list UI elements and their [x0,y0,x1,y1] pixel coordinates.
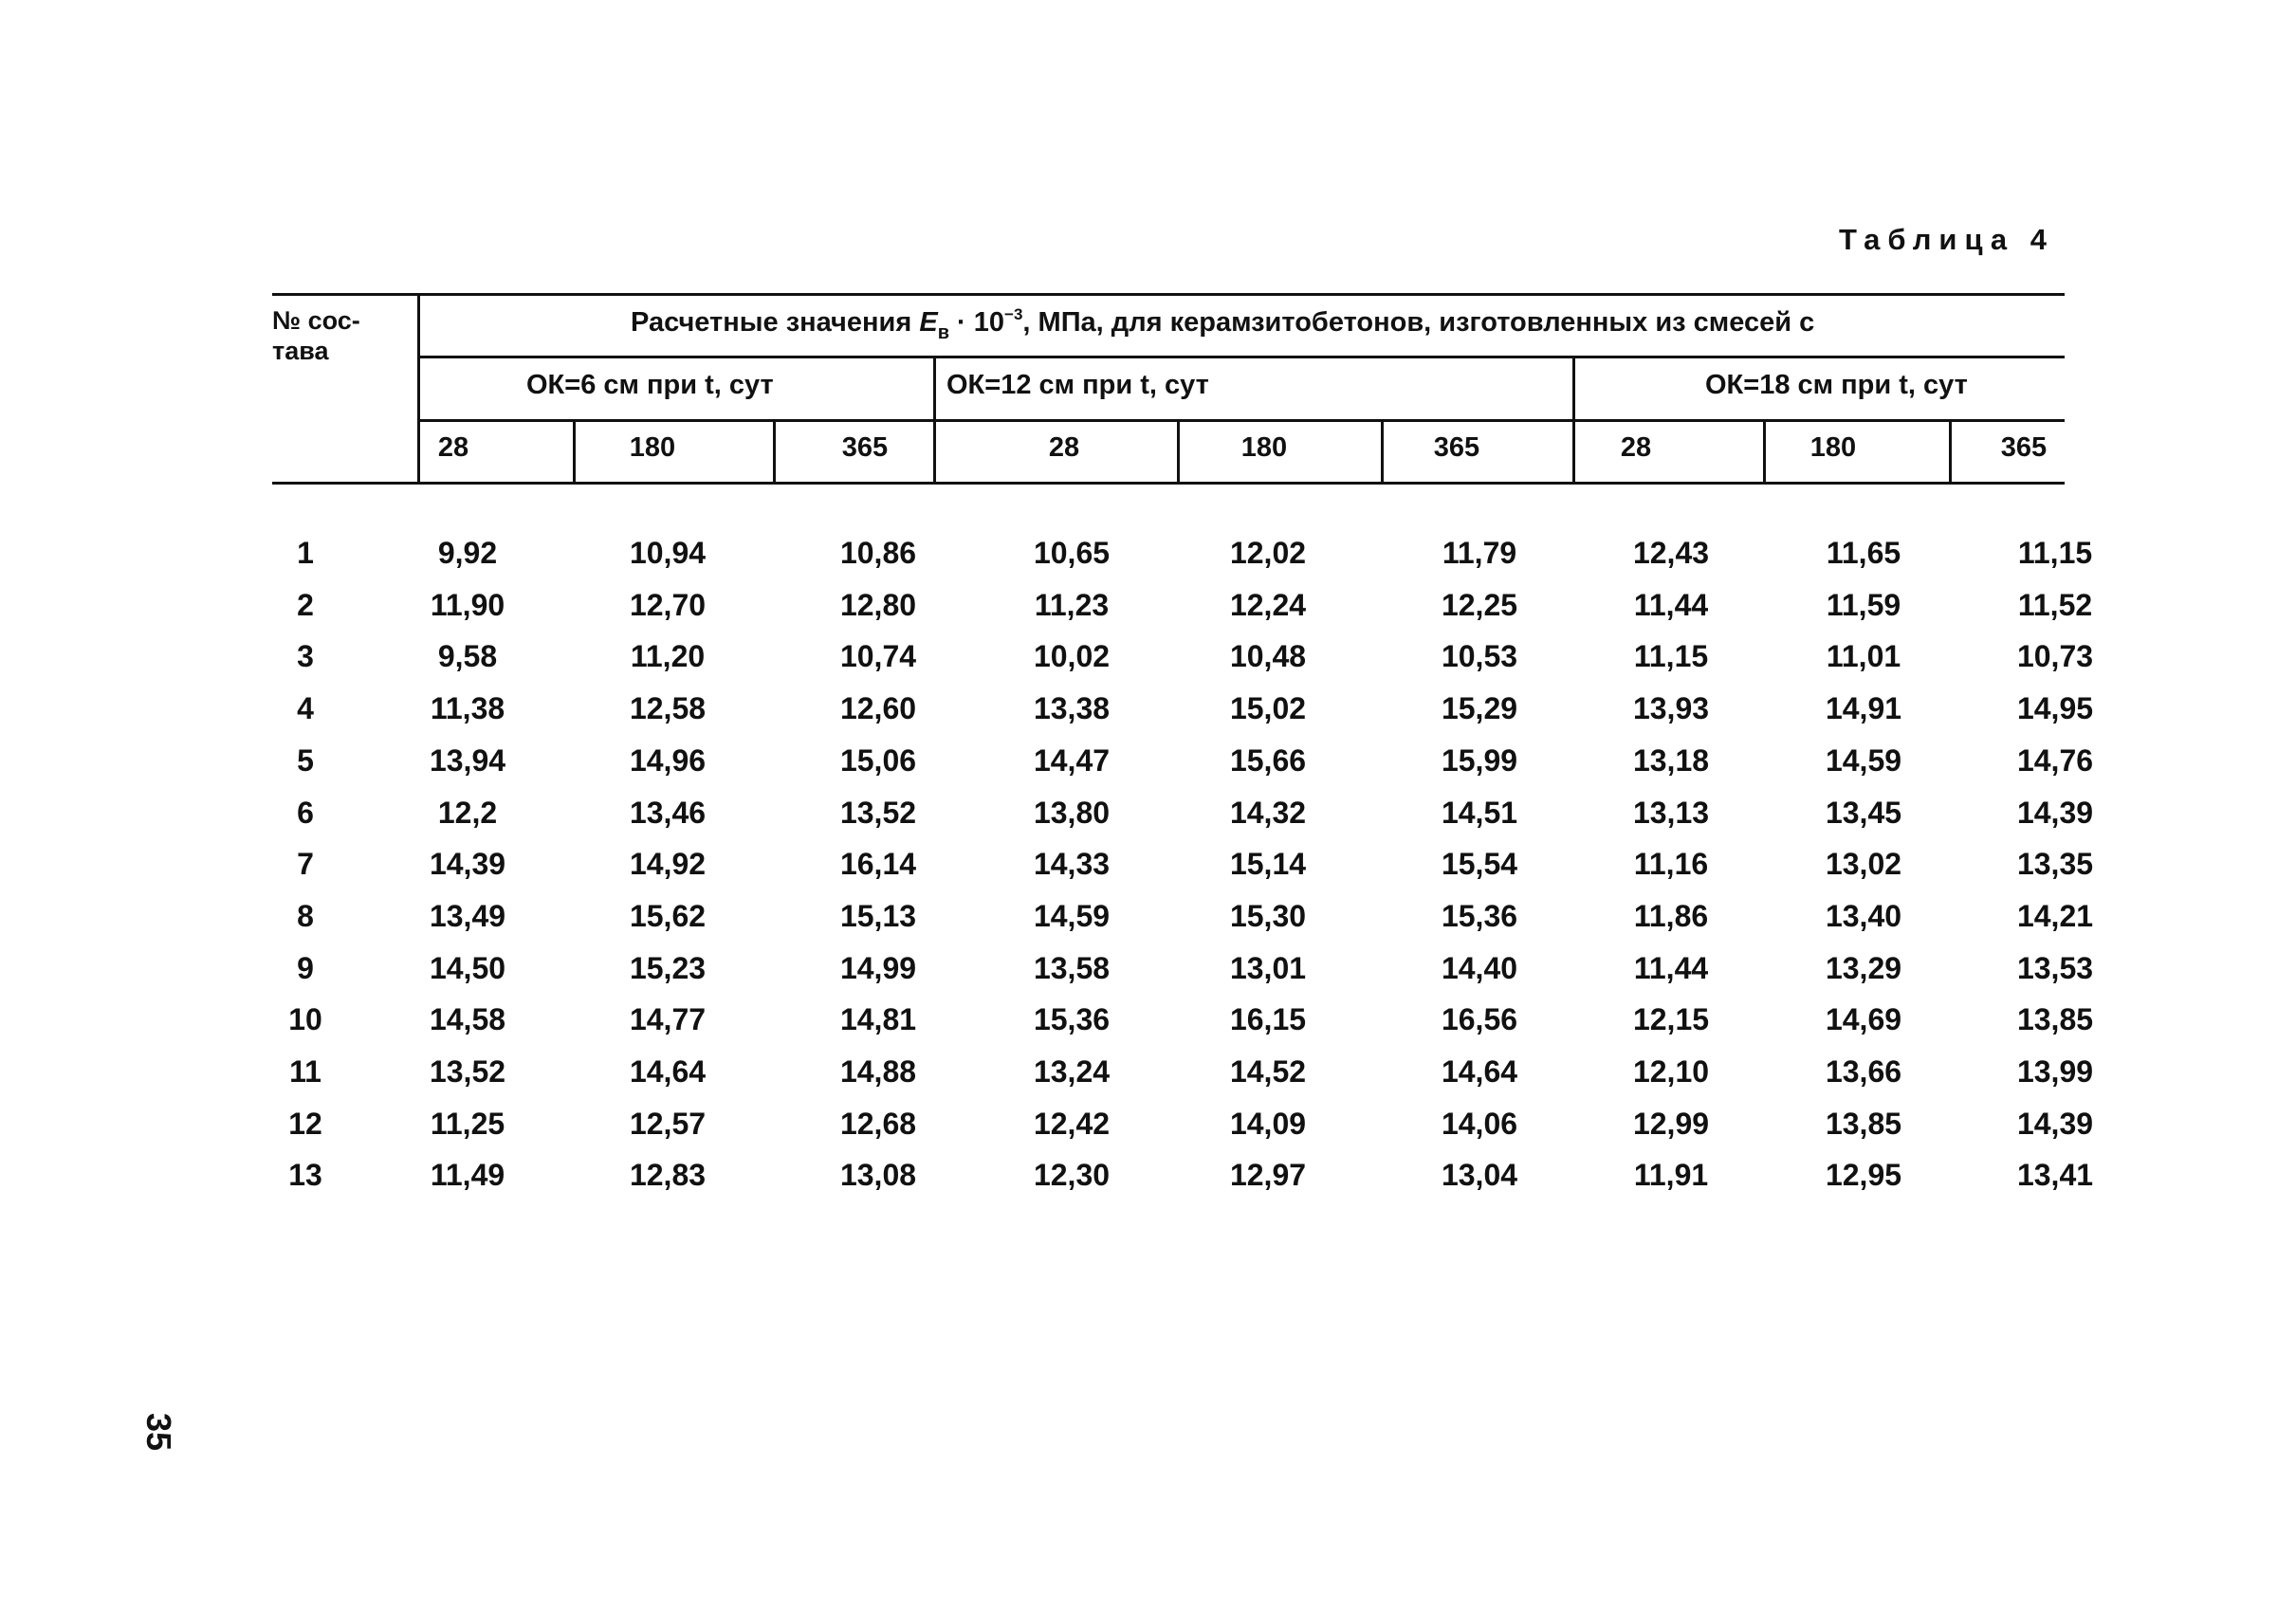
table-cell: 10,02 [1033,639,1111,674]
table-cell: 13,94 [429,742,506,778]
header-rule-2 [420,419,2065,422]
day-header-180: 180 [1240,432,1288,463]
table-cell: 14,52 [1229,1054,1307,1089]
row-number: 10 [288,1002,322,1037]
table-cell: 13,04 [1441,1158,1518,1193]
table-cell: 12,2 [437,795,498,830]
table-cell: 16,56 [1441,1002,1518,1037]
table-cell: 14,51 [1441,795,1518,830]
table-cell: 11,15 [1633,639,1709,674]
table-cell: 16,14 [839,847,917,882]
table-cell: 14,64 [629,1054,707,1089]
table-cell: 13,02 [1825,847,1902,882]
table-cell: 13,40 [1825,898,1902,933]
row-number: 5 [297,742,314,778]
table-cell: 15,36 [1033,1002,1111,1037]
row-number: 12 [288,1106,322,1141]
table-cell: 11,01 [1826,639,1901,674]
table-cell: 12,30 [1033,1158,1111,1193]
group-divider-2 [1572,356,1575,485]
table-cell: 14,39 [2016,795,2094,830]
table-cell: 12,10 [1632,1054,1710,1089]
table-cell: 14,50 [429,950,506,985]
table-cell: 13,46 [629,795,707,830]
main-header [631,305,1815,343]
day-header-28: 28 [1048,432,1080,463]
table-cell: 14,81 [839,1002,917,1037]
header-bottom-rule [272,482,2065,485]
day-header-365: 365 [1433,432,1480,463]
group-header-ok6: ОК=6 см при t, сут [526,370,774,400]
table-cell: 10,65 [1033,536,1111,570]
main-header-subscript: в [937,322,949,343]
table-cell: 14,88 [839,1054,917,1089]
table-cell: 13,49 [429,898,506,933]
table-cell: 15,54 [1441,847,1518,882]
group-header-ok18: ОК=18 см при t, сут [1705,370,1968,400]
table-cell: 15,62 [629,898,707,933]
table-cell: 11,49 [430,1158,505,1193]
table-cell: 13,41 [2016,1158,2094,1193]
table-cell: 14,09 [1229,1106,1307,1141]
table-cell: 12,60 [839,691,917,726]
day-header-28: 28 [1620,432,1652,463]
table-cell: 9,58 [437,639,498,674]
main-header-mid: · 10 [949,307,1005,338]
table-cell: 12,25 [1441,587,1518,622]
table-cell: 14,91 [1825,691,1902,726]
group-header-ok12: ОК=12 см при t, сут [946,370,1209,400]
table-cell: 11,38 [430,691,505,726]
table-cell: 13,38 [1033,691,1111,726]
table-cell: 14,58 [429,1002,506,1037]
table-cell: 12,43 [1632,536,1710,570]
table-cell: 10,74 [839,639,917,674]
table-cell: 15,23 [629,950,707,985]
table-cell: 11,79 [1442,536,1517,570]
table-cell: 12,42 [1033,1106,1111,1141]
day-divider [773,419,776,485]
table-cell: 14,33 [1033,847,1111,882]
table-cell: 11,16 [1633,847,1709,882]
table-cell: 11,90 [430,587,505,622]
table-cell: 10,73 [2016,639,2094,674]
row-number: 13 [288,1158,322,1193]
row-number: 6 [297,795,314,830]
row-number: 2 [297,587,314,622]
table-cell: 12,99 [1632,1106,1710,1141]
table-cell: 11,44 [1633,950,1709,985]
table-cell: 11,52 [2017,587,2093,622]
table-cell: 12,02 [1229,536,1307,570]
table-cell: 13,35 [2016,847,2094,882]
table-cell: 14,06 [1441,1106,1518,1141]
group-divider-1 [933,356,936,485]
table-cell: 12,58 [629,691,707,726]
table-cell: 14,96 [629,742,707,778]
main-header-pre: Расчетные значения [631,307,920,338]
row-number: 9 [297,950,314,985]
top-rule [272,293,2065,296]
table-cell: 16,15 [1229,1002,1307,1037]
table-cell: 14,95 [2016,691,2094,726]
table-cell: 13,52 [429,1054,506,1089]
table-cell: 11,44 [1633,587,1709,622]
table-cell: 13,99 [2016,1054,2094,1089]
table-cell: 10,94 [629,536,707,570]
table-cell: 14,77 [629,1002,707,1037]
main-header-symbol: E [919,307,938,338]
table-cell: 11,65 [1826,536,1901,570]
composition-number-header: № сос- тава [272,306,360,365]
table-cell: 11,86 [1633,898,1709,933]
table-cell: 15,29 [1441,691,1518,726]
table-cell: 14,69 [1825,1002,1902,1037]
table-cell: 15,99 [1441,742,1518,778]
table-cell: 14,40 [1441,950,1518,985]
table-cell: 13,85 [2016,1002,2094,1037]
table-cell: 13,29 [1825,950,1902,985]
table-cell: 11,15 [2017,536,2093,570]
table-cell: 10,48 [1229,639,1307,674]
table-cell: 12,80 [839,587,917,622]
day-divider [1177,419,1180,485]
day-divider [573,419,576,485]
table-cell: 10,86 [839,536,917,570]
main-header-post: , МПа, для керамзитобетонов, изготовленных из смесей с [1022,307,1815,338]
day-header-180: 180 [629,432,676,463]
row-number: 4 [297,691,314,726]
day-header-28: 28 [437,432,469,463]
table-cell: 14,99 [839,950,917,985]
table-cell: 13,66 [1825,1054,1902,1089]
header-rule-1 [420,356,2065,358]
table-cell: 11,20 [630,639,706,674]
table-cell: 15,66 [1229,742,1307,778]
table-cell: 10,53 [1441,639,1518,674]
table-cell: 14,39 [2016,1106,2094,1141]
table-cell: 12,83 [629,1158,707,1193]
day-header-365: 365 [2000,432,2048,463]
table-cell: 13,18 [1632,742,1710,778]
day-header-180: 180 [1809,432,1857,463]
day-divider [1949,419,1952,485]
table-cell: 13,53 [2016,950,2094,985]
table-cell: 13,85 [1825,1106,1902,1141]
row-number: 11 [289,1054,321,1089]
table-cell: 12,24 [1229,587,1307,622]
table-cell: 14,59 [1825,742,1902,778]
table-cell: 14,47 [1033,742,1111,778]
table-cell: 13,08 [839,1158,917,1193]
table-cell: 13,52 [839,795,917,830]
table-cell: 12,70 [629,587,707,622]
table-cell: 14,39 [429,847,506,882]
row-number: 1 [297,536,314,570]
table-cell: 12,97 [1229,1158,1307,1193]
table-cell: 15,30 [1229,898,1307,933]
table-cell: 13,80 [1033,795,1111,830]
table-cell: 11,25 [430,1106,505,1141]
day-header-365: 365 [841,432,889,463]
day-divider [1381,419,1384,485]
table-cell: 12,68 [839,1106,917,1141]
page-number: 35 [139,1413,178,1452]
table-cell: 11,59 [1826,587,1901,622]
table-cell: 12,95 [1825,1158,1902,1193]
table-cell: 14,76 [2016,742,2094,778]
table-cell: 13,01 [1229,950,1307,985]
table-cell: 12,57 [629,1106,707,1141]
table-cell: 11,91 [1633,1158,1709,1193]
header-divider [417,293,420,485]
table-cell: 13,13 [1632,795,1710,830]
table-cell: 9,92 [437,536,498,570]
table-cell: 14,92 [629,847,707,882]
table-cell: 13,58 [1033,950,1111,985]
table-cell: 15,02 [1229,691,1307,726]
table-cell: 13,24 [1033,1054,1111,1089]
row-number: 7 [297,847,314,882]
table-cell: 15,13 [839,898,917,933]
table-cell: 15,14 [1229,847,1307,882]
table-cell: 13,45 [1825,795,1902,830]
table-cell: 12,15 [1632,1002,1710,1037]
table-cell: 14,21 [2016,898,2094,933]
table-cell: 14,64 [1441,1054,1518,1089]
table-cell: 15,06 [839,742,917,778]
table-cell: 13,93 [1632,691,1710,726]
table-cell: 11,23 [1034,587,1110,622]
day-divider [1763,419,1766,485]
table-cell: 14,32 [1229,795,1307,830]
row-number: 8 [297,898,314,933]
row-number: 3 [297,639,314,674]
table-title: Таблица 4 [1838,223,2054,256]
table-cell: 15,36 [1441,898,1518,933]
table-cell: 14,59 [1033,898,1111,933]
main-header-superscript: −3 [1004,305,1023,323]
